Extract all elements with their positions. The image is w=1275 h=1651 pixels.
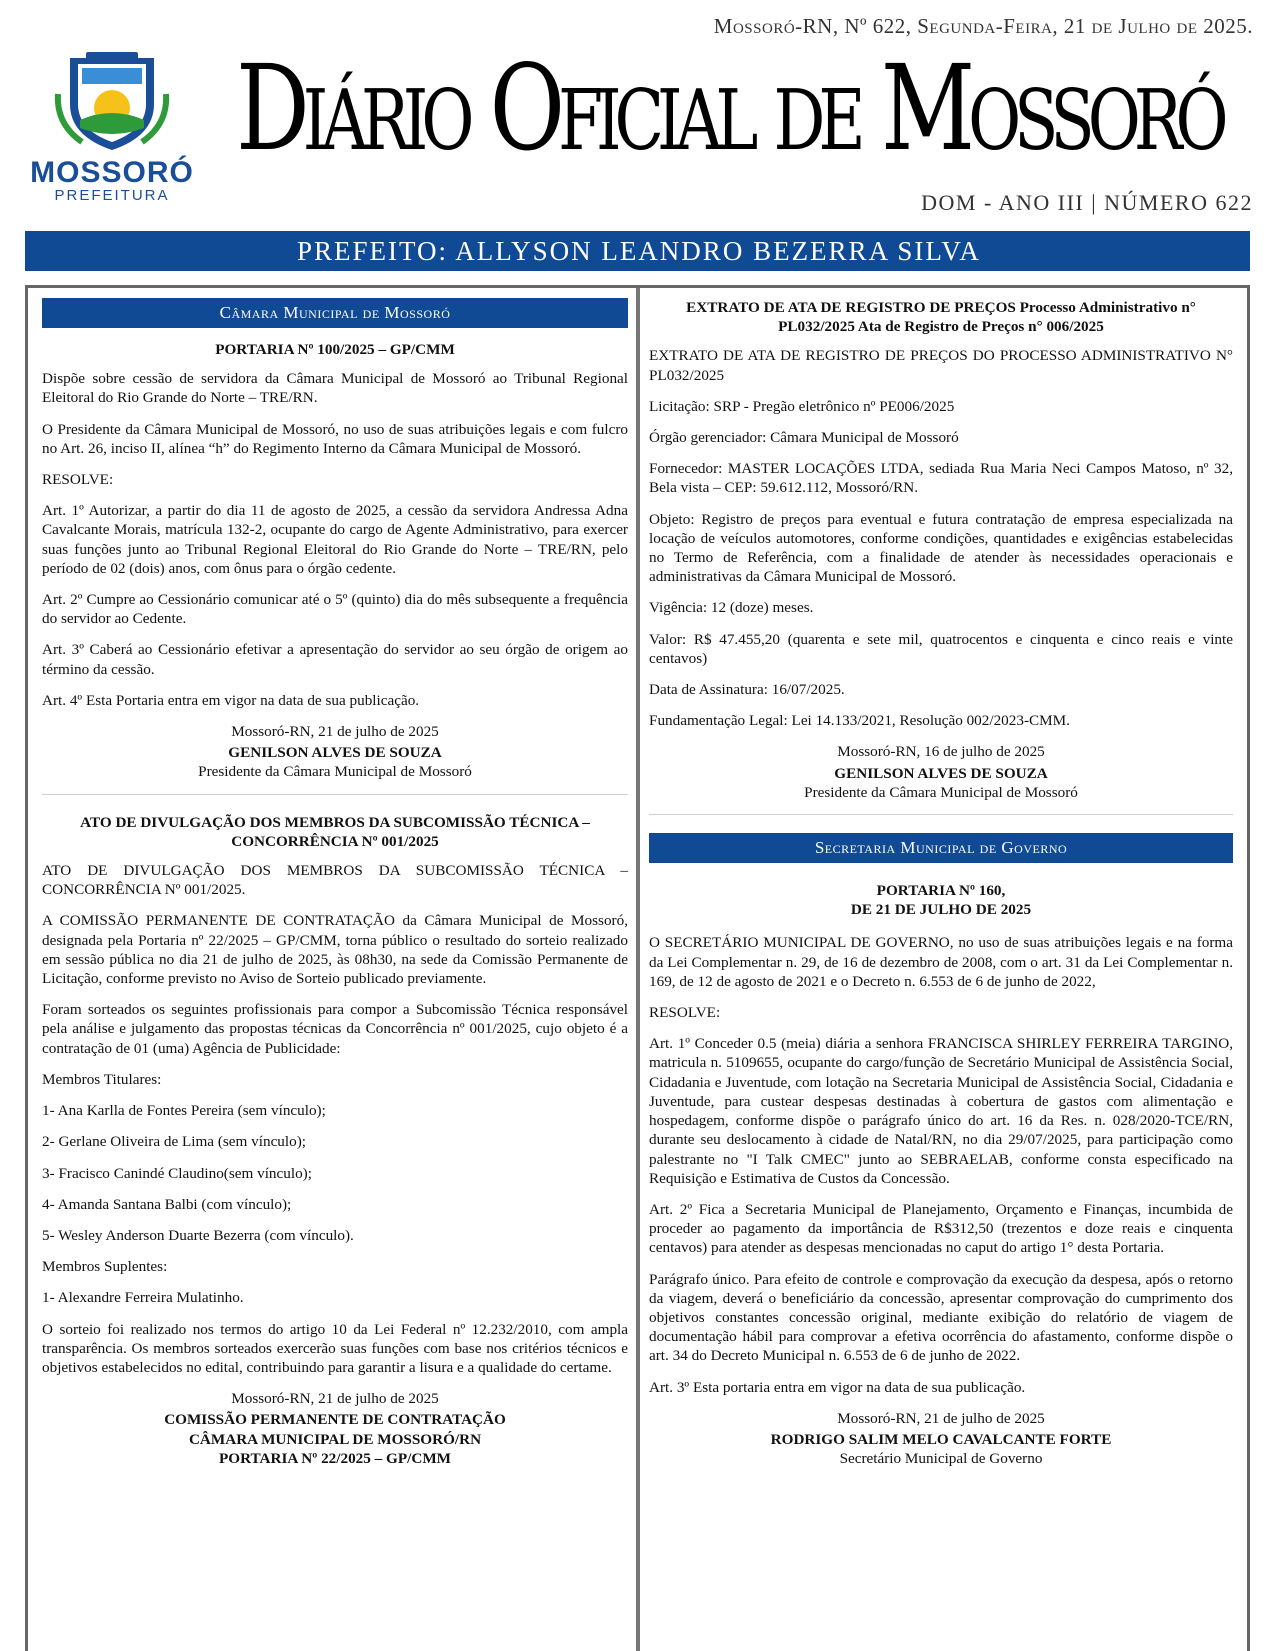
paragraph: Art. 3º Esta portaria entra em vigor na data de sua publicação. (649, 1378, 1026, 1396)
issue-date-line: Mossoró-RN, Nº 622, Segunda-Feira, 21 de Julho de 2025. (713, 14, 1253, 38)
list-item: 4- Amanda Santana Balbi (com vínculo); (42, 1195, 292, 1213)
paragraph: Vigência: 12 (doze) meses. (649, 599, 814, 617)
right-column (649, 298, 1233, 1468)
signer-name: GENILSON ALVES DE SOUZA (834, 764, 1048, 782)
signer-line-2: CÂMARA MUNICIPAL DE MOSSORÓ/RN (188, 1430, 482, 1448)
mayor-banner: PREFEITO: ALLYSON LEANDRO BEZERRA SILVA (25, 231, 1250, 271)
paragraph: Objeto: Registro de preços para eventual e futura contratação de empresa especializada na locação de veículos automotores, conforme condições, quantidades e exigências estabelecidas no Termo de Referência, com a finalidade de atender às necessidades operacionais e administrativas da Câmara Municipal de Mossoró. (649, 510, 1233, 586)
portaria-160-title-line-2: DE 21 DE JULHO DE 2025 (850, 901, 1032, 919)
ato-title-line-1: ATO DE DIVULGAÇÃO DOS MEMBROS DA SUBCOMISSÃO TÉCNICA – (80, 813, 590, 831)
section-header-governo: Secretaria Municipal de Governo (649, 833, 1233, 863)
paragraph: Parágrafo único. Para efeito de controle e comprovação da execução da despesa, após o retorno da viagem, deverá o beneficiário da concessão, apresentar comprovação do cumprimento dos objetivos constantes concessão original, mediante exibição do relatório de viagem de documentação hábil para comprovar a efetiva ocorrência do afastamento, conforme dispõe o art. 34 do Decreto Municipal n. 6.553 de 6 de junho de 2022. (649, 1270, 1233, 1365)
paragraph: Licitação: SRP - Pregão eletrônico nº PE006/2025 (649, 397, 955, 415)
paragraph: Fundamentação Legal: Lei 14.133/2021, Resolução 002/2023-CMM. (649, 712, 1070, 730)
paragraph: Data de Assinatura: 16/07/2025. (649, 681, 845, 699)
city-crest-icon (52, 44, 172, 154)
paragraph: A COMISSÃO PERMANENTE DE CONTRATAÇÃO da Câmara Municipal de Mossoró, designada pela Portaria nº 22/2025 – GP/CMM, torna público o resultado do sorteio realizado em sessão pública no dia 21 de julho de 2025, às 08h30, na sede da Comissão Permanente de Licitação, conforme previsto no Aviso de Sorteio publicado previamente. (42, 912, 628, 988)
list-item: 3- Fracisco Canindé Claudino(sem vínculo); (42, 1164, 312, 1182)
signer-role: Presidente da Câmara Municipal de Mossoró (198, 763, 472, 781)
left-column (42, 298, 628, 1468)
portaria-160-title-line-1: PORTARIA Nº 160, (876, 882, 1006, 900)
signer-name: RODRIGO SALIM MELO CAVALCANTE FORTE (770, 1430, 1112, 1448)
paragraph: ATO DE DIVULGAÇÃO DOS MEMBROS DA SUBCOMISSÃO TÉCNICA – CONCORRÊNCIA Nº 001/2025. (42, 862, 628, 899)
paragraph: O sorteio foi realizado nos termos do artigo 10 da Lei Federal nº 12.232/2010, com ampla transparência. Os membros sorteados exercerão suas funções com base nos critérios técnicos e objetivos estabelecidos no edital, contribuindo para garantir a lisura e a qualidade do certame. (42, 1320, 628, 1376)
list-item: 5- Wesley Anderson Duarte Bezerra (com vínculo). (42, 1226, 354, 1244)
logo-name: MOSSORÓ (30, 156, 194, 189)
paragraph: Art. 2º Fica a Secretaria Municipal de Planejamento, Orçamento e Finanças, incumbida de proceder ao pagamento da importância de R$312,50 (trezentos e doze reais e cinquenta centavos) para atender as despesas mencionadas no caput do artigo 1° desta Portaria. (649, 1200, 1233, 1257)
column-divider (636, 288, 640, 1651)
place-date: Mossoró-RN, 21 de julho de 2025 (231, 1390, 439, 1408)
ato-title-line-2: CONCORRÊNCIA Nº 001/2025 (231, 832, 439, 850)
logo-subtitle: PREFEITURA (54, 187, 170, 204)
masthead-title: Diário Oficial de Mossoró (236, 39, 1222, 177)
section-header-camara: Câmara Municipal de Mossoró (42, 298, 628, 328)
paragraph: Valor: R$ 47.455,20 (quarenta e sete mil, quatrocentos e cinquenta e cinco reais e vinte centavos) (649, 630, 1233, 667)
paragraph: Fornecedor: MASTER LOCAÇÕES LTDA, sediada Rua Maria Neci Campos Matoso, nº 32, Bela vista – CEP: 59.612.112, Mossoró/RN. (649, 460, 1233, 497)
paragraph: Membros Suplentes: (42, 1258, 168, 1276)
separator (649, 814, 1233, 815)
list-item: 2- Gerlane Oliveira de Lima (sem vínculo); (42, 1133, 306, 1151)
prefeitura-logo (22, 44, 202, 204)
separator (42, 794, 628, 795)
paragraph: Art. 1º Conceder 0.5 (meia) diária a senhora FRANCISCA SHIRLEY FERREIRA TARGINO, matricula n. 5109655, ocupante do cargo/função de Secretário Municipal de Assistência Social, Cidadania e Juventude, com lotação na Secretaria Municipal de Assistência Social, Cidadania e Juventude, para custear despesas destinadas à cobertura de gastos com alimentação e hospedagem, conforme dispõe o parágrafo único do art. 16 da Res. n. 028/2020-TCE/RN, durante seu deslocamento à cidade de Natal/RN, no dia 29/07/2025, para participação como palestrante no "I Talk CMEC" junto ao SEBRAELAB, conforme consta especificado na Requisição e Estimativa de Custos da Concessão. (649, 1035, 1233, 1187)
signer-name: GENILSON ALVES DE SOUZA (228, 744, 442, 762)
extrato-title-line-2: PL032/2025 Ata de Registro de Preços n° 006/2025 (778, 318, 1104, 336)
signer-line-1: COMISSÃO PERMANENTE DE CONTRATAÇÃO (164, 1411, 506, 1429)
edition-number: DOM - ANO III | NÚMERO 622 (921, 190, 1253, 215)
signer-role: Secretário Municipal de Governo (839, 1450, 1043, 1468)
paragraph: Art. 1º Autorizar, a partir do dia 11 de agosto de 2025, a cessão da servidora Andressa Adna Cavalcante Morais, matrícula 132-2, ocupante do cargo de Agente Administrativo, para exercer suas funções junto ao Tribunal Regional Eleitoral do Rio Grande do Norte – TRE/RN, pelo período de 02 (dois) anos, com ônus para o órgão cedente. (42, 502, 628, 577)
place-date: Mossoró-RN, 21 de julho de 2025 (231, 723, 439, 741)
paragraph: RESOLVE: (42, 471, 114, 489)
paragraph: Foram sorteados os seguintes profissionais para compor a Subcomissão Técnica responsável pela análise e julgamento das propostas técnicas da Concorrência nº 001/2025, cujo objeto é a contratação de 01 (uma) Agência de Publicidade: (42, 1001, 628, 1057)
paragraph: RESOLVE: (649, 1004, 721, 1022)
signer-line-3: PORTARIA Nº 22/2025 – GP/CMM (219, 1449, 451, 1467)
extrato-title-line-1: EXTRATO DE ATA DE REGISTRO DE PREÇOS Processo Administrativo n° (686, 299, 1196, 316)
portaria-100-title: PORTARIA Nº 100/2025 – GP/CMM (215, 341, 455, 358)
paragraph: Art. 4º Esta Portaria entra em vigor na data de sua publicação. (42, 691, 420, 709)
paragraph: Art. 2º Cumpre ao Cessionário comunicar até o 5º (quinto) dia do mês subsequente a frequência do servidor ao Cedente. (42, 591, 628, 628)
list-item: 1- Alexandre Ferreira Mulatinho. (42, 1289, 244, 1307)
place-date: Mossoró-RN, 16 de julho de 2025 (837, 743, 1045, 761)
paragraph: Órgão gerenciador: Câmara Municipal de Mossoró (649, 429, 959, 447)
paragraph: O SECRETÁRIO MUNICIPAL DE GOVERNO, no uso de suas atribuições legais e na forma da Lei Complementar n. 29, de 16 de dezembro de 2008, com o art. 31 da Lei Complementar n. 169, de 12 de agosto de 2021 e o Decreto n. 6.553 de 6 de junho de 2022, (649, 934, 1233, 990)
paragraph: O Presidente da Câmara Municipal de Mossoró, no uso de suas atribuições legais e com fulcro no Art. 26, inciso II, alínea “h” do Regimento Interno da Câmara Municipal de Mossoró. (42, 420, 628, 457)
paragraph: Art. 3º Caberá ao Cessionário efetivar a apresentação do servidor ao seu órgão de origem ao término da cessão. (42, 641, 628, 678)
paragraph: EXTRATO DE ATA DE REGISTRO DE PREÇOS DO PROCESSO ADMINISTRATIVO N° PL032/2025 (649, 347, 1233, 384)
list-item: 1- Ana Karlla de Fontes Pereira (sem vínculo); (42, 1102, 326, 1120)
place-date: Mossoró-RN, 21 de julho de 2025 (837, 1409, 1045, 1427)
signer-role: Presidente da Câmara Municipal de Mossoró (804, 783, 1078, 801)
paragraph: Dispõe sobre cessão de servidora da Câmara Municipal de Mossoró ao Tribunal Regional Eleitoral do Rio Grande do Norte – TRE/RN. (42, 370, 628, 407)
paragraph: Membros Titulares: (42, 1070, 162, 1088)
